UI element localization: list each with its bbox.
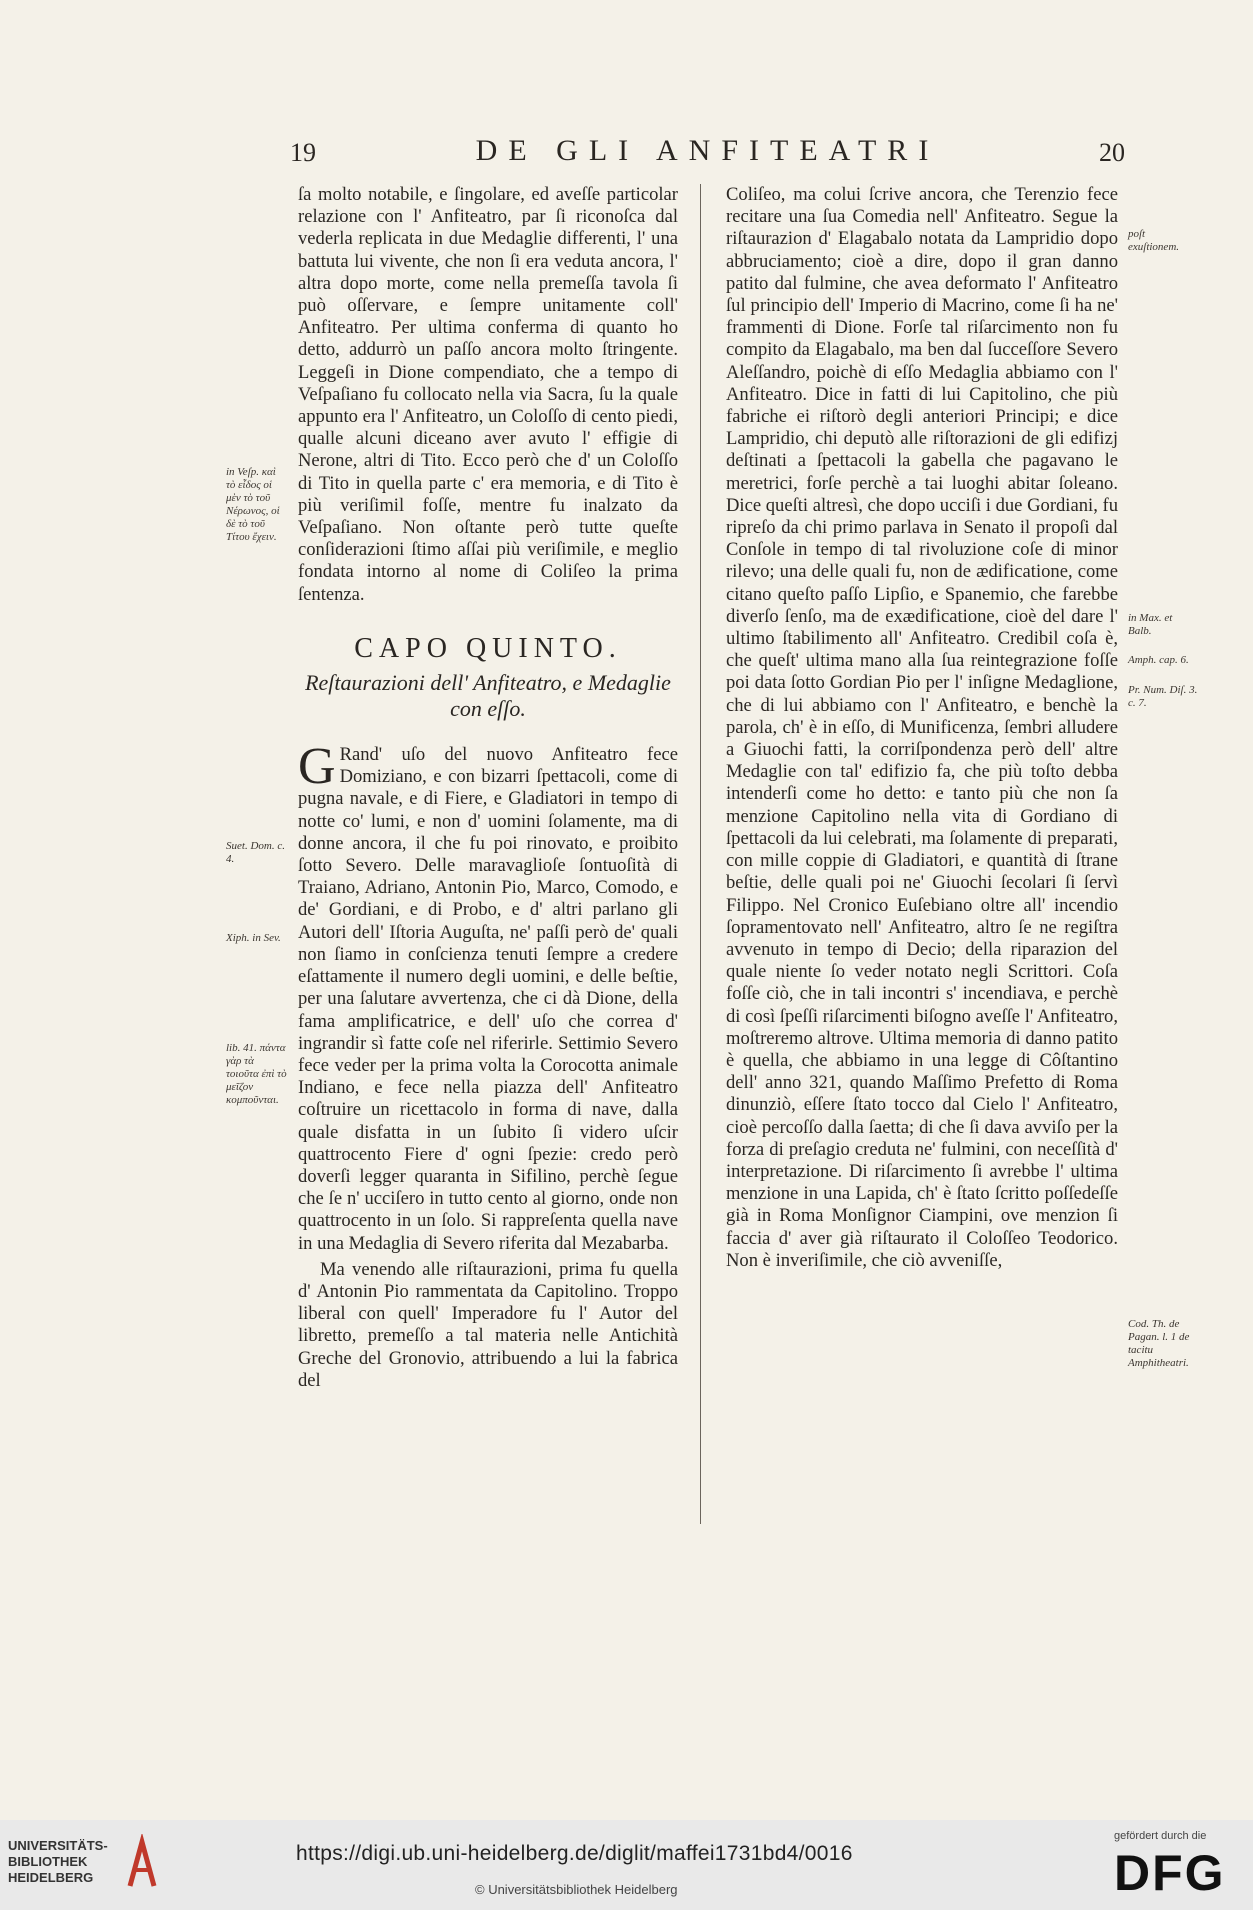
page-number-left: 19	[290, 138, 316, 167]
drop-cap: G	[298, 738, 336, 796]
right-text-column	[726, 184, 1118, 1272]
margin-note-prnum: Pr. Num. Diſ. 3. c. 7.	[1128, 684, 1198, 709]
left-paragraph-2-text: Rand' uſo del nuovo Anfiteatro fece Domiziano, e con bizarri ſpettacoli, come di pugna navale, e di Fiere, e Gladiatori in tempo di notte co' lumi, e non d' uomini ſolamente, ma di donne ancora, il che fu poi rinovato, e proibito ſotto Severo. Delle maravaglioſe ſontuoſità di Traiano, Adriano, Antonin Pio, Marco, Comodo, e de' Gordiani, e di Probo, e d' altri parlano gli Autori dell' Iſtoria Auguſta, ne' paſſi però de' quali non ſiamo in conſcienza tenuti ſempre a credere eſattamente il numero degli uomini, e delle beſtie, per una ſalutare avvertenza, che ci dà Dione, della fama amplificatrice, e dell' uſo che correa d' ingrandir sì fatte coſe nel riferirle. Settimio Severo fece veder per la prima volta la Corocotta animale Indiano, e fece nella piazza dell' Anfiteatro coſtruire un ricettacolo in forma di nave, dalla quale disfatta in un ſubito ſi videro uſcir quattrocento Fiere d' ogni ſpezie: credo però doverſi legger quaranta in Sifilino, perchè ſegue che ſe n' ucciſero in tutto cento al giorno, onde non quattrocento in un ſolo. Si rappreſenta quella nave in una Medaglia di Severo riferita dal Mezabarba.	[298, 744, 678, 1254]
library-emblem-icon	[126, 1834, 158, 1890]
logo-line-3: HEIDELBERG	[8, 1870, 94, 1885]
left-text-column	[298, 184, 678, 1392]
running-header	[290, 134, 1125, 178]
permalink-url[interactable]: https://digi.ub.uni-heidelberg.de/diglit/maffei1731bd4/0016	[296, 1842, 853, 1865]
dfg-logo[interactable]: DFG	[1114, 1845, 1226, 1901]
funded-by-label: gefördert durch die	[1114, 1830, 1207, 1842]
margin-note-amph: Amph. cap. 6.	[1128, 654, 1189, 666]
left-paragraph-3: Ma venendo alle riſtaurazioni, prima fu quella d' Antonin Pio rammentata da Capitolino. Troppo liberal con quell' Imperadore fu l' Autor del libretto, premeſſo a tal materia nelle Antichità Greche del Gronovio, attribuendo a lui la fabrica del	[298, 1258, 678, 1391]
margin-note-xiph: Xiph. in Sev.	[226, 932, 281, 944]
logo-line-1: UNIVERSITÄTS-	[8, 1838, 108, 1853]
left-paragraph-1: ſa molto notabile, e ſingolare, ed aveſſe particolar relazione con l' Anfiteatro, par ſi riconoſca dal vederla replicata in due Medaglie differenti, l' una battuta lui vivente, che non ſi era veduta ancora, l' altra dopo morte, come nella premeſſa tavola ſi può oſſervare, e ſempre unitamente coll' Anfiteatro. Per ultima conferma di quanto ho detto, addurrò un paſſo ancora molto ſtringente. Leggeſi in Dione compendiato, che a tempo di Veſpaſiano fu collocato nella via Sacra, ſu la quale appunto era l' Anfiteatro, un Coloſſo di cento piedi, qualle alcuni diceano aver avuto l' effigie di Nerone, altri di Tito. Ecco però che d' un Coloſſo di Tito in quella parte c' era memoria, e di Tito è più veriſimil foſſe, mentre fu inalzato da Veſpaſiano. Non oſtante però tutte queſte conſiderazioni ſtimo aſſai più veriſimile, e meglio fondata intorno al nome di Coliſeo la prima ſentenza.	[298, 184, 678, 605]
logo-line-2: BIBLIOTHEK	[8, 1854, 88, 1869]
right-paragraph-1: Coliſeo, ma colui ſcrive ancora, che Terenzio fece recitare una ſua Comedia nell' Anfiteatro. Segue la riſtaurazion d' Elagabalo notata da Lampridio dopo abbruciamento; cioè a dire, dopo il gran danno patito dal fulmine, che avea deformato l' Anfiteatro ſul principio dell' Imperio di Macrino, come ſi ha ne' frammenti di Dione. Forſe tal riſarcimento non fu compito da Elagabalo, ma ben dal ſucceſſore Severo Aleſſandro, poichè di eſſo Medaglia abbiamo con l' Anfiteatro. Dice in fatti di lui Capitolino, che più fabriche ei riſtorò degli anteriori Principi; e dice Lampridio, chi deputò alle riſtorazioni de gli edifizj deſtinati a ſpettacoli la gabella che pagavano le meretrici, forſe perchè a tai luoghi abitar ſoleano. Dice queſti altresì, che dopo ucciſi i due Gordiani, fu ripreſo da chi primo parlava in Senato il propoſi dal Conſole in tempo di tal rivoluzione coſe di minor rilevo; una delle quali fu, non de ædificatione, come citano queſto paſſo Lipſio, e Spanemio, che farebbe diverſo ſenſo, ma de exædificatione, cioè del dare l' ultimo ſtabilimento all' Anfiteatro. Credibil coſa è, che queſt' ultima mano alla ſua reintegrazione foſſe poi data ſotto Gordian Pio per l' inſigne Medaglione, che di lui abbiamo con l' Anfiteatro, e benchè la parola, ch' è in eſſo, di Munificenza, ſembri alludere a Giuochi fatti, la corriſpondenza però dell' altre Medaglie con tal' edifizio fa, che più toſto debba intenderſi come ho detto: e tanto più che non ſa menzione Capitolino nella vita di Gordiano di ſpettacoli da lui celebrati, ma ſolamente di preparati, con mille coppie di Gladiatori, e quantità di ſtrane beſtie, delle quali poi ne' Giuochi ſecolari ſi ſervì Filippo. Nel Cronico Euſebiano oltre all' incendio ſopramentovato nell' Anfiteatro, altro ſe ne regiſtra avvenuto in tempo di Decio; della riparazion del quale niente ſo veder notato negli Scrittori. Coſa foſſe ciò, che in tali incontri s' incendiava, e perchè di così ſpeſſi riſarcimenti biſogno aveſſe l' Anfiteatro, moſtreremo altrove. Ultima memoria di danno patito è quella, che abbiamo in una legge di Côſtantino dell' anno 321, quando Maſſimo Prefetto di Roma dinunziò, eſſere ſtato tocco dal Cielo l' Anfiteatro, cioè percoſſo dalla ſaetta; di che ſi dava avviſo per la forza di preſagio creduta ne' fulmini, con neceſſità d' interpretazione. Di riſarcimento ſi avrebbe l' ultima menzione in una Lapida, ch' è ſtato ſcritto poſſedeſſe già in Roma Monſignor Ciampini, ove menzion ſi faccia d' aver già riſtaurato il Coloſſeo Teodorico. Non è inveriſimile, che ciò avveniſſe,	[726, 184, 1118, 1271]
page-number-right: 20	[1099, 138, 1125, 167]
running-title: DE GLI ANFITEATRI	[475, 134, 940, 167]
margin-note-suet: Suet. Dom. c. 4.	[226, 840, 285, 865]
chapter-subtitle: Reſtaurazioni dell' Anfiteatro, e Medaglie con eſſo.	[305, 670, 671, 722]
margin-note-post-exust: poſt exuſtionem.	[1128, 228, 1180, 253]
margin-note-lib41: lib. 41. πάντα γὰρ τὰ τοιοῦτα ἐπὶ τὸ μεῖζον κομποῦνται.	[226, 1042, 287, 1106]
copyright-notice: © Universitätsbibliothek Heidelberg	[475, 1882, 678, 1897]
margin-note-in-max: in Max. et Balb.	[1128, 612, 1173, 637]
viewer-footer	[0, 1820, 1253, 1910]
margin-note-in-vesp: in Veſp. καὶ τὸ εἶδος οἱ μὲν τὸ τοῦ Νέρωνος, οἱ δὲ τὸ τοῦ Τίτου ἔχειν.	[226, 466, 280, 543]
column-divider	[700, 184, 701, 1524]
chapter-title: CAPO QUINTO.	[354, 632, 622, 664]
left-paragraph-2	[298, 738, 678, 1255]
margin-note-cod-th: Cod. Th. de Pagan. l. 1 de tacitu Amphitheatri.	[1128, 1318, 1190, 1369]
